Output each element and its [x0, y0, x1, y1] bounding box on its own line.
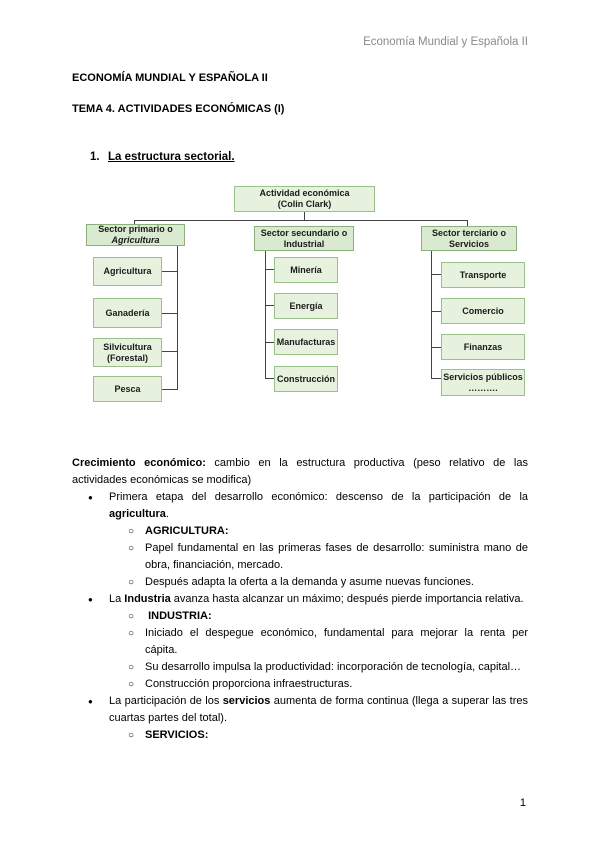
- sub-item: [109, 540, 528, 574]
- b2-pre: La: [109, 593, 125, 605]
- primary-item-box: [93, 298, 162, 328]
- tertiary-item: Servicios públicos: [443, 371, 523, 382]
- tertiary-branch: [431, 311, 441, 312]
- secondary-head-box: [254, 226, 354, 251]
- secondary-branch: [265, 342, 274, 343]
- b3-pre: La participación de los: [109, 695, 223, 707]
- b1-text: Primera etapa del desarrollo económico: descenso de la participación de la: [109, 491, 528, 503]
- intro-paragraph: [72, 455, 528, 489]
- sub-item: [109, 574, 528, 591]
- secondary-item-box: [274, 293, 338, 319]
- section-number: 1.: [90, 151, 100, 163]
- primary-item: Agricultura: [103, 266, 152, 276]
- running-header: Economía Mundial y Española II: [363, 36, 528, 48]
- b2-bold: Industria: [124, 593, 171, 605]
- sub-list: [109, 608, 528, 693]
- tertiary-item-box: [441, 298, 525, 324]
- b3-sub-heading: SERVICIOS:: [145, 729, 209, 741]
- sub-item: [109, 523, 528, 540]
- intro-text: cambio en la estructura productiva (peso relativo de las actividades económicas se modifica): [72, 457, 528, 486]
- secondary-item-box: [274, 329, 338, 355]
- sub-list: [109, 727, 528, 744]
- b2-sub-text: Iniciado el despegue económico, fundamental para mejorar la renta per cápita.: [145, 627, 528, 656]
- topic-title: TEMA 4. ACTIVIDADES ECONÓMICAS (I): [72, 103, 285, 115]
- tertiary-head-line2: Servicios: [448, 238, 490, 249]
- primary-item: Silvicultura: [103, 341, 152, 352]
- tertiary-item: Transporte: [459, 269, 507, 280]
- body-content: [72, 455, 528, 744]
- intro-bold: Crecimiento económico:: [72, 457, 206, 469]
- b2-sub-text: Construcción proporciona infraestructuras.: [145, 678, 353, 690]
- primary-head-line1: Sector primario o: [98, 224, 173, 234]
- primary-item: Pesca: [114, 383, 141, 394]
- tertiary-head-box: [421, 226, 517, 251]
- sector-diagram: [0, 0, 600, 420]
- secondary-branch: [265, 269, 274, 270]
- primary-item-box: [93, 257, 162, 286]
- secondary-head-line1: Sector secundario o: [260, 227, 348, 238]
- primary-trunk: [177, 245, 178, 390]
- primary-item-box: [93, 376, 162, 402]
- tertiary-item: Finanzas: [463, 341, 503, 352]
- tertiary-item-box: [441, 262, 525, 288]
- tertiary-branch: [431, 347, 441, 348]
- list-item: [72, 489, 528, 591]
- sub-item: [109, 676, 528, 693]
- secondary-branch: [265, 378, 274, 379]
- tertiary-item: ……….: [468, 382, 498, 393]
- sub-list: [109, 523, 528, 591]
- tertiary-item-box: [441, 369, 525, 396]
- list-item: [72, 591, 528, 693]
- secondary-trunk: [265, 251, 266, 379]
- primary-head-line2: Agricultura: [111, 235, 160, 245]
- b1-sub-text: Después adapta la oferta a la demanda y asume nuevas funciones.: [145, 576, 474, 588]
- b1-sub-heading: AGRICULTURA:: [145, 525, 229, 537]
- b3-bold: servicios: [222, 695, 271, 707]
- b1-sub-text: Papel fundamental en las primeras fases de desarrollo: suministra mano de obra, financiación, mercado.: [145, 542, 528, 571]
- b1-end: .: [165, 508, 169, 520]
- sub-item: [109, 608, 528, 625]
- b2-text: avanza hasta alcanzar un máximo; después pierde importancia relativa.: [170, 593, 524, 605]
- top-connector: [134, 220, 468, 221]
- tertiary-item-box: [441, 334, 525, 360]
- primary-branch: [162, 271, 178, 272]
- primary-branch: [162, 389, 178, 390]
- secondary-branch: [265, 305, 274, 306]
- section-text: La estructura sectorial.: [108, 151, 235, 163]
- sub-item: [109, 727, 528, 744]
- tertiary-branch: [431, 274, 441, 275]
- b2-sub-heading: INDUSTRIA:: [148, 610, 212, 622]
- secondary-head-line2: Industrial: [283, 238, 325, 249]
- primary-branch: [162, 351, 178, 352]
- main-list: [72, 489, 528, 744]
- document-title: ECONOMÍA MUNDIAL Y ESPAÑOLA II: [72, 72, 268, 84]
- list-item: [72, 693, 528, 744]
- root-line1: Actividad económica: [259, 188, 350, 198]
- sub-item: [109, 659, 528, 676]
- secondary-item-box: [274, 366, 338, 392]
- root-line2: (Colin Clark): [277, 199, 332, 209]
- primary-head-box: [86, 224, 185, 246]
- secondary-item-box: [274, 257, 338, 283]
- primary-item-box: [93, 338, 162, 367]
- primary-item: Ganadería: [105, 307, 150, 318]
- sub-item: [109, 625, 528, 659]
- primary-item: (Forestal): [106, 352, 148, 363]
- secondary-item: Manufacturas: [276, 336, 336, 347]
- page-number: 1: [519, 797, 526, 809]
- primary-branch: [162, 313, 178, 314]
- tertiary-head-line1: Sector terciario o: [431, 227, 507, 238]
- tertiary-branch: [431, 378, 441, 379]
- b3-text: aumenta de forma continua (llega a superar las tres cuartas partes del total).: [109, 695, 528, 724]
- secondary-item: Construcción: [276, 373, 335, 384]
- secondary-item: Minería: [290, 264, 322, 275]
- b2-sub-text: Su desarrollo impulsa la productividad: incorporación de tecnología, capital…: [145, 661, 522, 673]
- b1-bold: agricultura: [109, 508, 166, 520]
- secondary-item: Energía: [289, 300, 323, 311]
- tertiary-trunk: [431, 251, 432, 379]
- tertiary-item: Comercio: [462, 305, 504, 316]
- root-box: [234, 186, 375, 212]
